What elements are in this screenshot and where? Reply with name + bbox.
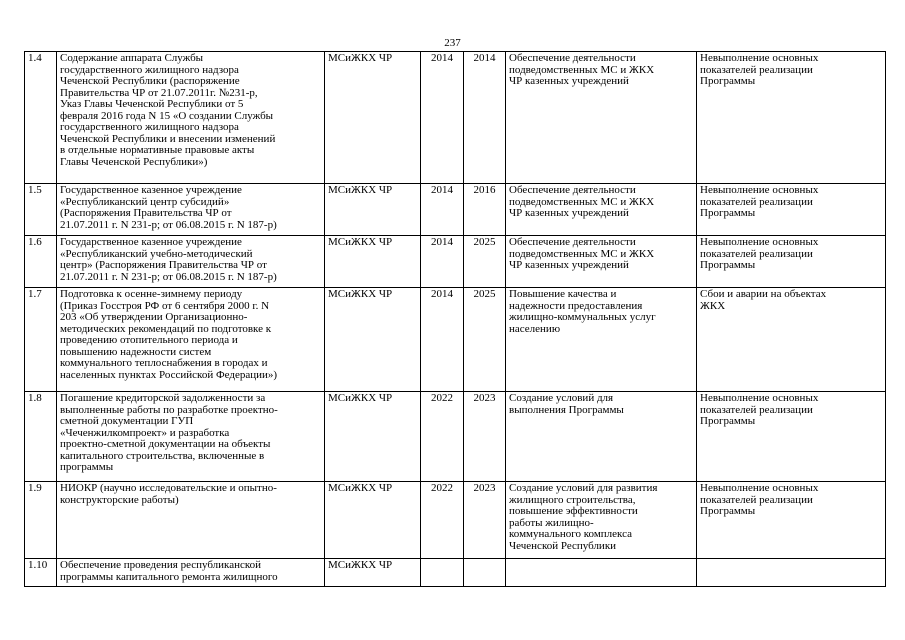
- measure-name: Подготовка к осенне-зимнему периоду (Приказ Госстроя РФ от 6 сентября 2000 г. N 203 «Об утверждении Организационно- методических рекомендаций по подготовке к проведению отопительного периода и повышению надежности систем коммунального теплоснабжения в городах и населенных пунктах Российской Федерации»): [57, 288, 325, 392]
- expected-result: Создание условий для выполнения Программы: [506, 392, 697, 482]
- expected-result: Обеспечение деятельности подведомственных МС и ЖКХ ЧР казенных учреждений: [506, 236, 697, 288]
- program-measures-table: [24, 51, 886, 587]
- row-number: 1.5: [25, 184, 57, 236]
- consequence: Невыполнение основных показателей реализации Программы: [697, 392, 886, 482]
- row-number: 1.10: [25, 559, 57, 587]
- table-row: [25, 559, 886, 587]
- year-start: 2014: [421, 52, 464, 184]
- year-start: 2014: [421, 184, 464, 236]
- row-number: 1.8: [25, 392, 57, 482]
- year-end: 2014: [464, 52, 506, 184]
- measure-name: Погашение кредиторской задолженности за выполненные работы по разработке проектно- сметной документации ГУП «Чеченжилкомпроект» и разработка проектно-сметной документации на объекты капитального строительства, включенные в программы: [57, 392, 325, 482]
- table-row: [25, 184, 886, 236]
- expected-result: [506, 559, 697, 587]
- measure-name: Государственное казенное учреждение «Республиканский учебно-методический центр» (Распоряжения Правительства ЧР от 21.07.2011 г. N 231-р; от 06.08.2015 г. N 187-р): [57, 236, 325, 288]
- row-number: 1.6: [25, 236, 57, 288]
- executor: МСиЖКХ ЧР: [325, 392, 421, 482]
- executor: МСиЖКХ ЧР: [325, 559, 421, 587]
- row-number: 1.9: [25, 482, 57, 559]
- consequence: Невыполнение основных показателей реализации Программы: [697, 184, 886, 236]
- year-end: 2023: [464, 482, 506, 559]
- year-end: 2016: [464, 184, 506, 236]
- executor: МСиЖКХ ЧР: [325, 288, 421, 392]
- row-number: 1.4: [25, 52, 57, 184]
- year-start: 2022: [421, 482, 464, 559]
- measure-name: Обеспечение проведения республиканской программы капитального ремонта жилищного: [57, 559, 325, 587]
- table-row: [25, 392, 886, 482]
- row-number: 1.7: [25, 288, 57, 392]
- executor: МСиЖКХ ЧР: [325, 482, 421, 559]
- table-row: [25, 236, 886, 288]
- executor: МСиЖКХ ЧР: [325, 52, 421, 184]
- year-end: 2025: [464, 288, 506, 392]
- consequence: Невыполнение основных показателей реализации Программы: [697, 52, 886, 184]
- expected-result: Повышение качества и надежности предоставления жилищно-коммунальных услуг населению: [506, 288, 697, 392]
- consequence: Сбои и аварии на объектах ЖКХ: [697, 288, 886, 392]
- year-start: 2022: [421, 392, 464, 482]
- expected-result: Обеспечение деятельности подведомственных МС и ЖКХ ЧР казенных учреждений: [506, 184, 697, 236]
- expected-result: Обеспечение деятельности подведомственных МС и ЖКХ ЧР казенных учреждений: [506, 52, 697, 184]
- measure-name: Содержание аппарата Службы государственного жилищного надзора Чеченской Республики (распоряжение Правительства ЧР от 21.07.2011г. №231-р, Указ Главы Чеченской Республики от 5 февраля 2016 года N 15 «О создании Службы государственного жилищного надзора Чеченской Республики и внесении изменений в отдельные нормативные правовые акты Главы Чеченской Республики»): [57, 52, 325, 184]
- year-end: 2025: [464, 236, 506, 288]
- measure-name: Государственное казенное учреждение «Республиканский центр субсидий» (Распоряжения Правительства ЧР от 21.07.2011 г. N 231-р; от 06.08.2015 г. N 187-р): [57, 184, 325, 236]
- executor: МСиЖКХ ЧР: [325, 184, 421, 236]
- year-start: 2014: [421, 236, 464, 288]
- year-start: 2014: [421, 288, 464, 392]
- consequence: Невыполнение основных показателей реализации Программы: [697, 236, 886, 288]
- executor: МСиЖКХ ЧР: [325, 236, 421, 288]
- table-row: [25, 52, 886, 184]
- year-end: [464, 559, 506, 587]
- consequence: Невыполнение основных показателей реализации Программы: [697, 482, 886, 559]
- consequence: [697, 559, 886, 587]
- table-row: [25, 288, 886, 392]
- year-start: [421, 559, 464, 587]
- page-number: 237: [444, 37, 461, 49]
- measure-name: НИОКР (научно исследовательские и опытно- конструкторские работы): [57, 482, 325, 559]
- year-end: 2023: [464, 392, 506, 482]
- table-row: [25, 482, 886, 559]
- expected-result: Создание условий для развития жилищного строительства, повышение эффективности работы жилищно- коммунального комплекса Чеченской Республики: [506, 482, 697, 559]
